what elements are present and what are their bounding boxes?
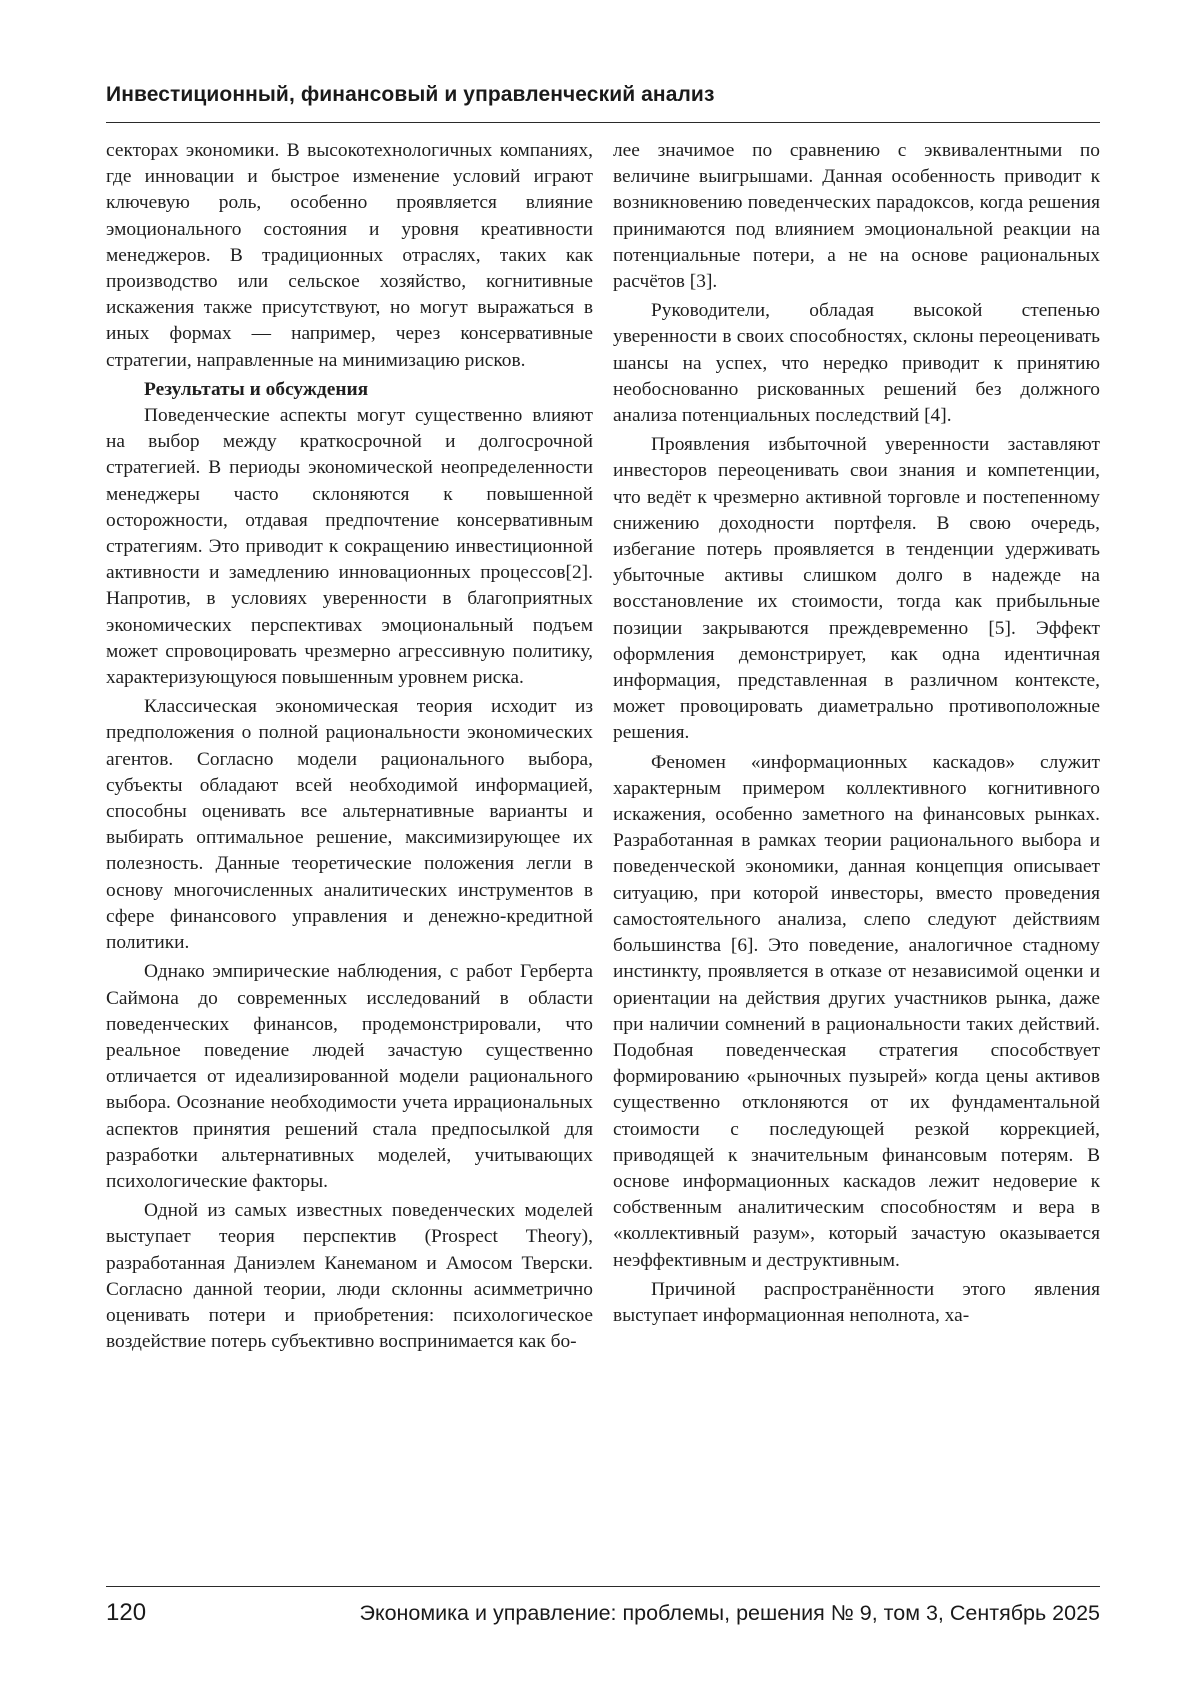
paragraph: Одной из самых известных поведенческих моделей выступает теория перспектив (Prospect Theory), разработанная Даниэлем Канеманом и Амосом Тверски. Согласно данной теории, люди склонны асимметрично оценивать потери и приобретения: психологическое воздействие потерь субъективно воспринимается как бо- xyxy=(106,1200,593,1353)
paragraph: лее значимое по сравнению с эквивалентными по величине выигрышами. Данная особенность приводит к возникновению поведенческих парадоксов, когда решения принимаются под влиянием эмоциональной реакции на потенциальные потери, а не на основе рациональных расчётов [3]. xyxy=(613,140,1100,293)
paragraph: Руководители, обладая высокой степенью уверенности в своих способностях, склоны переоценивать шансы на успех, что нередко приводит к принятию необоснованно рискованных решений без должного анализа потенциальных последствий [4]. xyxy=(613,300,1100,427)
page-number: 120 xyxy=(106,1599,147,1626)
paragraph: Поведенческие аспекты могут существенно влияют на выбор между краткосрочной и долгосрочной стратегией. В периоды экономической неопределенности менеджеры часто склоняются к повышенной осторожности, отдавая предпочтение консервативным стратегиям. Это приводит к сокращению инвестиционной активности и замедлению инновационных процессов[2]. Напротив, в условиях уверенности в благоприятных экономических перспективах эмоциональный подъем может спровоцировать чрезмерно агрессивную политику, характеризующуюся повышенным уровнем риска. xyxy=(106,405,593,689)
journal-info: Экономика и управление: проблемы, решения № 9, том 3, Сентябрь 2025 xyxy=(359,1601,1100,1625)
section-heading: Результаты и обсуждения xyxy=(144,378,369,400)
paragraph: секторах экономики. В высокотехнологичных компаниях, где инновации и быстрое изменение условий играют ключевую роль, особенно проявляется влияние эмоционального состояния и уровня креативности менеджеров. В традиционных отраслях, таких как производство или сельское хозяйство, когнитивные искажения также присутствуют, но могут выражаться в иных формах — например, через консервативные стратегии, направленные на минимизацию рисков. xyxy=(106,140,593,371)
header-rule xyxy=(106,122,1100,123)
left-column xyxy=(106,138,593,1355)
paragraph: Феномен «информационных каскадов» служит характерным примером коллективного когнитивного искажения, особенно заметного на финансовых рынках. Разработанная в рамках теории рационального выбора и поведенческой экономики, данная концепция описывает ситуацию, при которой инвесторы, вместо проведения самостоятельного анализа, слепо следуют действиям большинства [6]. Это поведение, аналогичное стадному инстинкту, проявляется в отказе от независимой оценки и ориентации на действия других участников рынка, даже при наличии сомнений в рациональности таких действий. Подобная поведенческая стратегия способствует формированию «рыночных пузырей» когда цены активов существенно отклоняются от их фундаментальной стоимости с последующей резкой коррекцией, приводящей к значительным финансовым потерям. В основе информационных каскадов лежит недоверие к собственным аналитическим способностям и вера в «коллективный разум», который зачастую оказывается неэффективным и деструктивным. xyxy=(613,751,1100,1271)
footer-rule xyxy=(106,1586,1100,1587)
paragraph: Проявления избыточной уверенности заставляют инвесторов переоценивать свои знания и компетенции, что ведёт к чрезмерно активной торговле и постепенному снижению доходности портфеля. В свою очередь, избегание потерь проявляется в тенденции удерживать убыточные активы слишком долго в надежде на восстановление их стоимости, тогда как прибыльные позиции закрываются преждевременно [5]. Эффект оформления демонстрирует, как одна идентичная информация, представленная в различном контексте, может провоцировать диаметрально противоположные решения. xyxy=(613,434,1100,744)
right-column xyxy=(613,138,1100,1329)
paragraph: Однако эмпирические наблюдения, с работ Герберта Саймона до современных исследований в области поведенческих финансов, продемонстрировали, что реальное поведение людей зачастую существенно отличается от идеализированной модели рационального выбора. Осознание необходимости учета иррациональных аспектов принятия решений стала предпосылкой для разработки альтернативных моделей, учитывающих психологические факторы. xyxy=(106,961,593,1192)
paragraph: Классическая экономическая теория исходит из предположения о полной рациональности экономических агентов. Согласно модели рационального выбора, субъекты обладают всей необходимой информацией, способны оценивать все альтернативные варианты и выбирать оптимальное решение, максимизирующее их полезность. Данные теоретические положения легли в основу многочисленных аналитических инструментов в сфере финансового управления и денежно-кредитной политики. xyxy=(106,696,593,954)
section-header: Инвестиционный, финансовый и управленческий анализ xyxy=(106,83,715,106)
paragraph: Причиной распространённости этого явления выступает информационная неполнота, ха- xyxy=(613,1278,1100,1326)
